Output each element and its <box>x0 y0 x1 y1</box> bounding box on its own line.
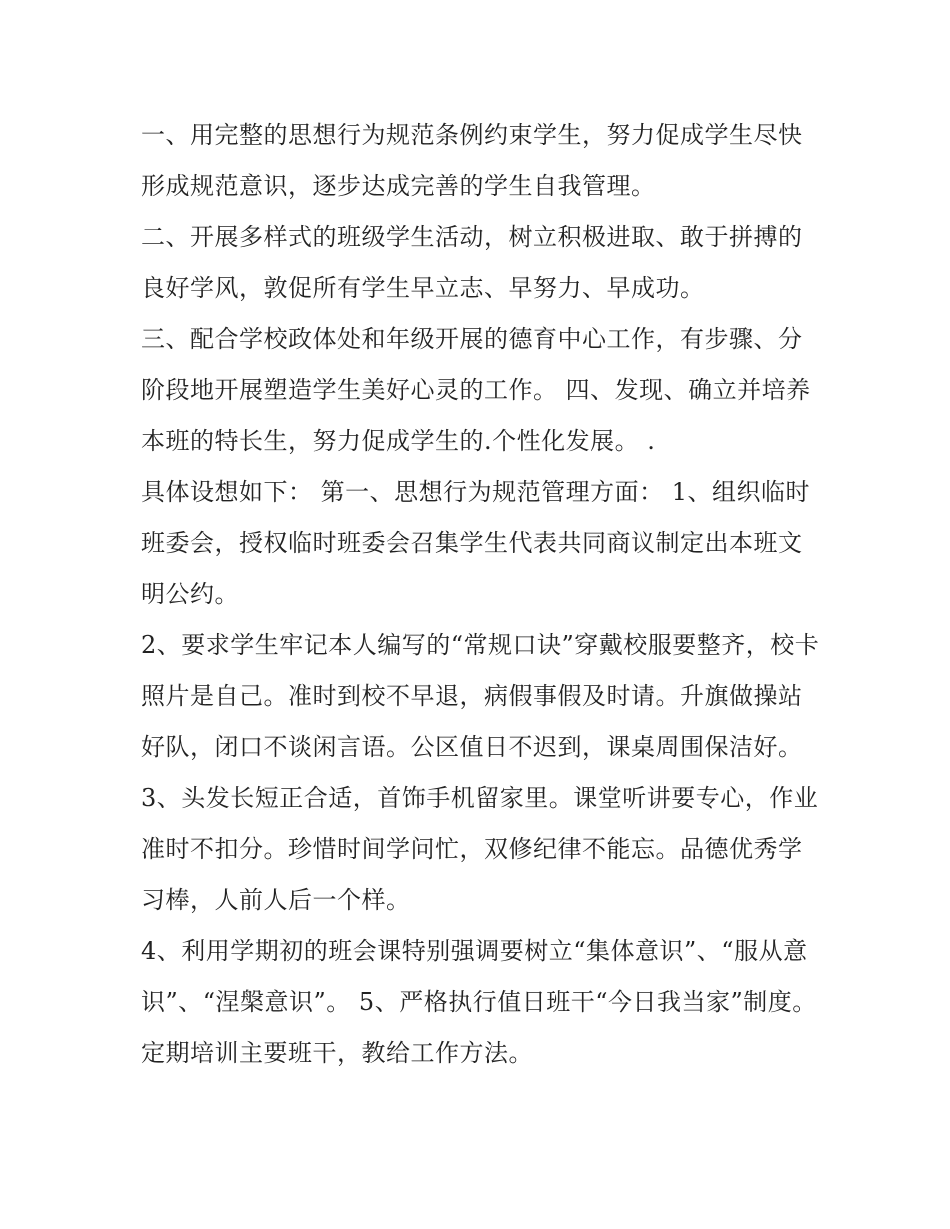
document-body <box>141 110 821 1079</box>
paragraph-2: 二、开展多样式的班级学生活动，树立积极进取、敢于拼搏的良好学风，敦促所有学生早立志、早努力、早成功。 <box>141 223 803 302</box>
paragraph-1: 一、用完整的思想行为规范条例约束学生，努力促成学生尽快形成规范意识，逐步达成完善的学生自我管理。 <box>141 121 803 200</box>
paragraph-5: 2、要求学生牢记本人编写的“常规口诀”穿戴校服要整齐，校卡照片是自己。准时到校不早退，病假事假及时请。升旗做操站好队，闭口不谈闲言语。公区值日不迟到，课桌周围保洁好。 <box>141 631 820 761</box>
paragraph-6: 3、头发长短正合适，首饰手机留家里。课堂听讲要专心，作业准时不扣分。珍惜时间学问忙，双修纪律不能忘。品德优秀学习棒，人前人后一个样。 <box>141 784 819 914</box>
paragraph-7: 4、利用学期初的班会课特别强调要树立“集体意识”、“服从意识”、“涅槃意识”。 5、严格执行值日班干“今日我当家”制度。定期培训主要班干，教给工作方法。 <box>141 937 817 1067</box>
paragraph-4: 具体设想如下： 第一、思想行为规范管理方面： 1、组织临时班委会，授权临时班委会召集学生代表共同商议制定出本班文明公约。 <box>141 478 811 608</box>
paragraph-3: 三、配合学校政体处和年级开展的德育中心工作，有步骤、分阶段地开展塑造学生美好心灵的工作。 四、发现、确立并培养本班的特长生，努力促成学生的.个性化发展。 . <box>141 325 811 455</box>
